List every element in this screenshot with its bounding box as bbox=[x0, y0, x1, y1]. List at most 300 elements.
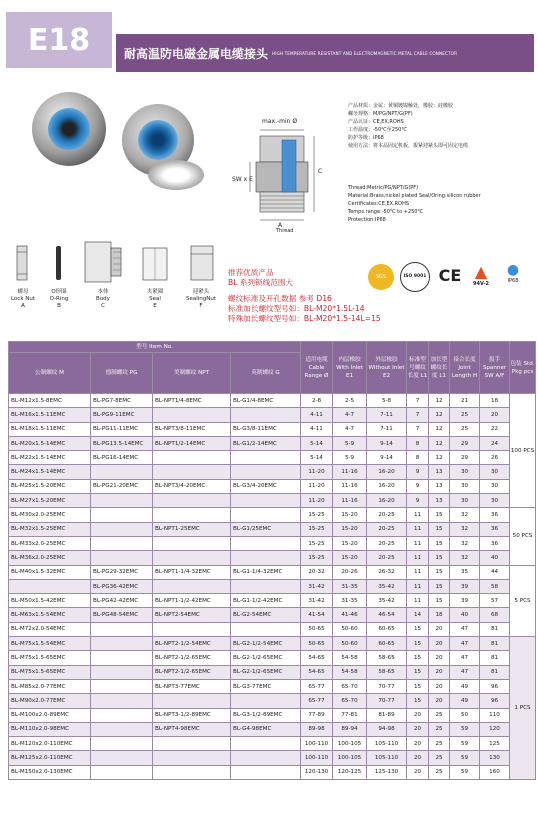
table-cell: BL-M18x1.5-11EMC bbox=[9, 422, 91, 436]
table-cell: 15-20 bbox=[333, 536, 367, 550]
table-cell bbox=[91, 637, 153, 651]
table-cell: 20 bbox=[429, 637, 450, 651]
table-cell: 25 bbox=[450, 422, 480, 436]
table-cell: BL-M75x1.5-54EMC bbox=[9, 637, 91, 651]
table-cell: 20 bbox=[429, 694, 450, 708]
table-cell: 105-110 bbox=[367, 751, 407, 765]
table-cell: 25 bbox=[429, 751, 450, 765]
table-cell: 44 bbox=[480, 565, 510, 579]
spec-usage: 使用方法：将本品固定机板，拨紧迎紧头即可固定电缆 bbox=[348, 143, 469, 149]
lock-nut-icon bbox=[5, 238, 41, 286]
table-cell: 20 bbox=[429, 651, 450, 665]
table-cell bbox=[153, 765, 231, 779]
table-cell: 96 bbox=[480, 679, 510, 693]
parts-diagram bbox=[5, 238, 230, 318]
table-cell bbox=[231, 622, 301, 636]
spec-material: 产品材质：金属：黄铜镀镍触处，橡胶：硅橡胶 bbox=[348, 103, 454, 109]
table-cell: BL-M50x1.5-42EMC bbox=[9, 594, 91, 608]
body-icon bbox=[77, 238, 129, 286]
title-bar bbox=[116, 34, 534, 72]
table-cell: 9-14 bbox=[367, 451, 407, 465]
table-cell bbox=[91, 651, 153, 665]
table-cell bbox=[231, 765, 301, 779]
table-cell: BL-NPT2-54EMC bbox=[153, 608, 231, 622]
table-cell: 81 bbox=[480, 665, 510, 679]
table-cell: 31-35 bbox=[333, 579, 367, 593]
table-cell: 41-46 bbox=[333, 608, 367, 622]
table-cell: 20-25 bbox=[367, 522, 407, 536]
col-without: 外层橡胶 Without Inlet E2 bbox=[367, 342, 407, 394]
table-row bbox=[9, 551, 536, 565]
table-cell: 57 bbox=[480, 594, 510, 608]
table-cell: 100-110 bbox=[301, 737, 333, 751]
table-cell: 47 bbox=[450, 665, 480, 679]
table-cell bbox=[231, 465, 301, 479]
table-cell: 21 bbox=[450, 394, 480, 408]
table-cell: 20 bbox=[480, 408, 510, 422]
table-cell: 11 bbox=[407, 536, 429, 550]
table-cell: 65-77 bbox=[301, 679, 333, 693]
table-cell: BL-PG36-42EMC bbox=[91, 579, 153, 593]
table-cell: 7-11 bbox=[367, 422, 407, 436]
table-cell: BL-NPT2-1/2-65EMC bbox=[153, 665, 231, 679]
table-cell: 4-11 bbox=[301, 422, 333, 436]
col-npt: 美制螺纹 NPT bbox=[153, 353, 231, 394]
table-cell: 15 bbox=[407, 679, 429, 693]
table-cell: 36 bbox=[480, 522, 510, 536]
table-cell: 5-8 bbox=[367, 394, 407, 408]
table-cell: 59 bbox=[450, 722, 480, 736]
table-cell: 9 bbox=[407, 479, 429, 493]
col-l1: 标准型号螺纹长度 L1 bbox=[407, 342, 429, 394]
table-cell: BL-M110x2.0-98EMC bbox=[9, 722, 91, 736]
table-row bbox=[9, 708, 536, 722]
table-cell: 15 bbox=[407, 665, 429, 679]
table-cell: 59 bbox=[450, 765, 480, 779]
table-cell: 100-110 bbox=[301, 751, 333, 765]
table-cell bbox=[231, 508, 301, 522]
table-row bbox=[9, 422, 536, 436]
table-cell bbox=[231, 694, 301, 708]
table-row bbox=[9, 508, 536, 522]
table-cell: 32 bbox=[450, 536, 480, 550]
table-cell: 35-42 bbox=[367, 594, 407, 608]
table-cell: 54-65 bbox=[301, 665, 333, 679]
seal-icon bbox=[133, 238, 177, 286]
promo-line-5: 特殊加长螺纹型号如：BL-M20*1.5-14L=15 bbox=[228, 314, 381, 323]
table-cell: 11 bbox=[407, 579, 429, 593]
part-seal: 夹紧圈 Seal E bbox=[133, 238, 177, 310]
table-cell bbox=[153, 536, 231, 550]
spec-protection: 防护等级：IP68 bbox=[348, 135, 384, 141]
table-cell bbox=[153, 622, 231, 636]
spec-en-thread: Thread:Metric/PG/NPT/G(PF) bbox=[348, 185, 419, 191]
table-cell: BL-M12x1.5-8EMC bbox=[9, 394, 91, 408]
table-cell: BL-M27x1.5-20EMC bbox=[9, 494, 91, 508]
table-cell: 32 bbox=[450, 551, 480, 565]
table-cell: BL-G3-1/2-89EMC bbox=[231, 708, 301, 722]
table-cell: 60-65 bbox=[367, 637, 407, 651]
table-cell: 26 bbox=[480, 451, 510, 465]
table-cell bbox=[91, 665, 153, 679]
table-cell: 9-14 bbox=[367, 436, 407, 450]
table-cell bbox=[91, 694, 153, 708]
table-row bbox=[9, 522, 536, 536]
table-cell: 50-60 bbox=[333, 622, 367, 636]
table-cell: 20 bbox=[429, 622, 450, 636]
part-sealing-nut: 迎紧头 SealingNut F bbox=[177, 238, 225, 310]
table-cell: 2-5 bbox=[333, 394, 367, 408]
drawing-label-swxe: SW x E bbox=[232, 176, 253, 183]
table-cell: 5-14 bbox=[301, 436, 333, 450]
table-cell: BL-NPT3-77EMC bbox=[153, 679, 231, 693]
table-cell: BL-M30x2.0-25EMC bbox=[9, 508, 91, 522]
table-cell: 15 bbox=[429, 522, 450, 536]
table-row bbox=[9, 751, 536, 765]
table-cell: 50-65 bbox=[301, 622, 333, 636]
table-cell bbox=[153, 408, 231, 422]
table-cell: BL-PG42-42EMC bbox=[91, 594, 153, 608]
table-cell: BL-M100x2.0-89EMC bbox=[9, 708, 91, 722]
promo-notes bbox=[228, 268, 381, 324]
col-m: 公制螺纹 M bbox=[9, 353, 91, 394]
table-cell: 16-20 bbox=[367, 494, 407, 508]
table-cell: 11-20 bbox=[301, 465, 333, 479]
table-cell: 40 bbox=[450, 608, 480, 622]
table-cell: BL-G1-1/4-32EMC bbox=[231, 565, 301, 579]
table-cell: 31-35 bbox=[333, 594, 367, 608]
table-cell: BL-G2-1/2-65EMC bbox=[231, 651, 301, 665]
table-cell: 54-65 bbox=[301, 651, 333, 665]
title-cn: 耐高温防电磁金属电缆接头 bbox=[124, 46, 269, 61]
table-cell bbox=[153, 494, 231, 508]
table-row bbox=[9, 408, 536, 422]
table-cell: 20 bbox=[407, 722, 429, 736]
table-cell: 9 bbox=[407, 465, 429, 479]
table-cell: 13 bbox=[429, 494, 450, 508]
table-cell: 81-89 bbox=[367, 708, 407, 722]
flame-label: 94V-2 bbox=[472, 281, 490, 287]
table-cell: 8 bbox=[407, 436, 429, 450]
promo-line-3: 螺纹标准及开孔数据 参考 D16 bbox=[228, 294, 332, 303]
table-cell: 5-9 bbox=[333, 451, 367, 465]
table-cell: 9 bbox=[407, 494, 429, 508]
table-cell: 15-20 bbox=[333, 508, 367, 522]
promo-line-4: 标准加长螺纹型号如：BL-M20*1.5L-14 bbox=[228, 304, 365, 313]
table-cell: 24 bbox=[480, 436, 510, 450]
table-cell: 26-32 bbox=[367, 565, 407, 579]
spec-en-temp: Temps.range:-50℃ to +250℃ bbox=[348, 209, 424, 215]
table-cell: BL-G2-1/2-54EMC bbox=[231, 637, 301, 651]
spec-thread: 螺牙规格：M/PG/NPT/G(PF) bbox=[348, 111, 413, 117]
table-cell: 70-77 bbox=[367, 679, 407, 693]
table-cell: 4-7 bbox=[333, 408, 367, 422]
table-cell: 12 bbox=[429, 394, 450, 408]
table-cell: 15-25 bbox=[301, 551, 333, 565]
table-cell: 77-81 bbox=[333, 708, 367, 722]
table-row bbox=[9, 594, 536, 608]
table-cell: 36 bbox=[480, 508, 510, 522]
table-cell: 12 bbox=[429, 436, 450, 450]
table-cell: BL-M32x1.5-25EMC bbox=[9, 522, 91, 536]
iso-icon: ISO 9001 bbox=[400, 262, 430, 292]
table-cell: BL-NPT1-1/4-32EMC bbox=[153, 565, 231, 579]
table-row bbox=[9, 622, 536, 636]
table-cell: 20-25 bbox=[367, 551, 407, 565]
col-sw: 扳手 Spanner SW A/F bbox=[480, 342, 510, 394]
table-cell: 65-70 bbox=[333, 694, 367, 708]
table-cell: 20-25 bbox=[367, 508, 407, 522]
table-cell: 13 bbox=[429, 479, 450, 493]
col-l: 加长型螺纹长度 L1 bbox=[429, 342, 450, 394]
table-cell: 100-105 bbox=[333, 737, 367, 751]
col-pkg: 包装 Std. Pkg pcs bbox=[510, 342, 536, 394]
table-cell bbox=[91, 622, 153, 636]
table-row bbox=[9, 765, 536, 779]
table-cell: BL-PG7-8EMC bbox=[91, 394, 153, 408]
table-cell: BL-NPT4-98EMC bbox=[153, 722, 231, 736]
table-cell: BL-M63x1.5-54EMC bbox=[9, 608, 91, 622]
table-cell: 30 bbox=[480, 465, 510, 479]
table-cell: 14 bbox=[407, 608, 429, 622]
table-cell bbox=[91, 508, 153, 522]
table-cell: BL-G1/4-8EMC bbox=[231, 394, 301, 408]
page-header bbox=[6, 12, 534, 68]
specs-cn bbox=[348, 102, 468, 150]
table-cell: 47 bbox=[450, 622, 480, 636]
table-cell: BL-M150x2.0-130EMC bbox=[9, 765, 91, 779]
table-cell: 11 bbox=[407, 565, 429, 579]
flame-icon: ▲ 94V-2 bbox=[468, 262, 494, 287]
table-cell: 65-70 bbox=[333, 679, 367, 693]
table-cell: 35 bbox=[450, 565, 480, 579]
part-body: 本体 Body C bbox=[77, 238, 129, 310]
table-cell: BL-M90x2.0-77EMC bbox=[9, 694, 91, 708]
table-cell: BL-NPT1/2-14EMC bbox=[153, 436, 231, 450]
table-cell: 5-14 bbox=[301, 451, 333, 465]
table-cell: 20 bbox=[407, 751, 429, 765]
table-cell: 32 bbox=[450, 508, 480, 522]
table-cell: 125-130 bbox=[367, 765, 407, 779]
promo-line-2: BL 系列锁线范围大 bbox=[228, 278, 294, 287]
table-cell: 58-65 bbox=[367, 651, 407, 665]
table-cell: 15 bbox=[407, 622, 429, 636]
table-cell: 15-20 bbox=[333, 522, 367, 536]
table-cell: 11 bbox=[407, 508, 429, 522]
table-cell: 12 bbox=[429, 408, 450, 422]
drawing-label-thread: Thread bbox=[276, 228, 294, 234]
table-cell: 40 bbox=[480, 551, 510, 565]
table-cell: 20 bbox=[429, 679, 450, 693]
table-cell: BL-NPT2-1/2-54EMC bbox=[153, 637, 231, 651]
product-photo bbox=[32, 92, 106, 166]
table-cell: BL-PG21-20EMC bbox=[91, 479, 153, 493]
table-cell: 50-60 bbox=[333, 637, 367, 651]
table-cell: 160 bbox=[480, 765, 510, 779]
table-cell: 11 bbox=[407, 522, 429, 536]
col-pg: 德制螺纹 PG bbox=[91, 353, 153, 394]
table-cell: 20-25 bbox=[367, 536, 407, 550]
table-cell: 47 bbox=[450, 637, 480, 651]
table-cell: 58 bbox=[480, 579, 510, 593]
o-ring-icon bbox=[41, 238, 77, 286]
table-cell: BL-G1/25EMC bbox=[231, 522, 301, 536]
table-cell: 15 bbox=[407, 694, 429, 708]
ip68-label: IP68 bbox=[507, 278, 519, 284]
table-cell: 50-65 bbox=[301, 637, 333, 651]
table-row bbox=[9, 694, 536, 708]
table-cell: 15 bbox=[429, 565, 450, 579]
col-g: 英制螺纹 G bbox=[231, 353, 301, 394]
table-cell bbox=[91, 751, 153, 765]
table-cell: 25 bbox=[429, 737, 450, 751]
table-cell: 7 bbox=[407, 422, 429, 436]
table-cell: 100-105 bbox=[333, 751, 367, 765]
table-cell bbox=[153, 737, 231, 751]
table-cell: 49 bbox=[450, 679, 480, 693]
product-code: E18 bbox=[6, 12, 112, 68]
table-cell: BL-G2-1/2-65EMC bbox=[231, 665, 301, 679]
sealing-nut-icon bbox=[177, 238, 225, 286]
promo-line-1: 推荐优质产品 bbox=[228, 268, 274, 277]
table-cell bbox=[91, 522, 153, 536]
table-cell: 15-20 bbox=[333, 551, 367, 565]
table-cell: 81 bbox=[480, 637, 510, 651]
table-body bbox=[9, 394, 536, 780]
table-row bbox=[9, 651, 536, 665]
table-cell: 30 bbox=[450, 479, 480, 493]
table-row bbox=[9, 451, 536, 465]
table-cell: BL-M120x2.0-110EMC bbox=[9, 737, 91, 751]
table-cell: 50 bbox=[450, 708, 480, 722]
table-cell: 20-26 bbox=[333, 565, 367, 579]
table-cell: 25 bbox=[429, 708, 450, 722]
pkg-cell: 50 PCS bbox=[510, 508, 536, 565]
table-cell: BL-PG16-14EMC bbox=[91, 451, 153, 465]
pkg-cell: 1 PCS bbox=[510, 637, 536, 780]
table-row bbox=[9, 637, 536, 651]
table-cell bbox=[153, 694, 231, 708]
table-cell: BL-G1-1/2-42EMC bbox=[231, 594, 301, 608]
table-cell: 4-11 bbox=[301, 408, 333, 422]
table-cell bbox=[91, 494, 153, 508]
table-cell: 15 bbox=[407, 651, 429, 665]
table-cell: 16-20 bbox=[367, 465, 407, 479]
table-cell: 15 bbox=[429, 536, 450, 550]
table-cell bbox=[231, 536, 301, 550]
table-cell: 11-20 bbox=[301, 494, 333, 508]
table-cell: BL-M75x1.5-65EMC bbox=[9, 651, 91, 665]
ip68-icon: ● IP68 bbox=[500, 262, 526, 284]
table-row bbox=[9, 394, 536, 408]
table-cell bbox=[231, 494, 301, 508]
table-cell: 31-42 bbox=[301, 594, 333, 608]
table-cell: 31-42 bbox=[301, 579, 333, 593]
table-cell: BL-M22x1.5-14EMC bbox=[9, 451, 91, 465]
table-cell: 130 bbox=[480, 751, 510, 765]
spec-cert: 产品认证：CE,EX,ROHS bbox=[348, 119, 404, 125]
table-cell: 77-89 bbox=[301, 708, 333, 722]
table-cell: 105-110 bbox=[367, 737, 407, 751]
table-cell: 58-65 bbox=[367, 665, 407, 679]
table-row bbox=[9, 436, 536, 450]
table-row bbox=[9, 536, 536, 550]
table-cell bbox=[231, 551, 301, 565]
spec-en-material: Material:Brass,nickel plated Seal/Oring:silicon rubber bbox=[348, 193, 481, 199]
table-cell: 11 bbox=[407, 594, 429, 608]
table-cell: 32 bbox=[450, 522, 480, 536]
table-cell: BL-PG29-32EMC bbox=[91, 565, 153, 579]
table-cell: 25 bbox=[429, 722, 450, 736]
table-cell bbox=[231, 751, 301, 765]
table-cell: 120 bbox=[480, 722, 510, 736]
table-cell bbox=[91, 765, 153, 779]
title-en: HIGH TEMPERATURE RESISTANT AND ELECTROMAGNETIC METAL CABLE CONNECTOR bbox=[272, 50, 458, 56]
table-cell bbox=[153, 551, 231, 565]
table-cell: 22 bbox=[480, 422, 510, 436]
table-cell: BL-PG9-11EMC bbox=[91, 408, 153, 422]
table-cell: 30 bbox=[450, 494, 480, 508]
table-cell: 11-16 bbox=[333, 465, 367, 479]
table-row bbox=[9, 579, 536, 593]
table-cell: 89-94 bbox=[333, 722, 367, 736]
table-cell: BL-G1/2-14EMC bbox=[231, 436, 301, 450]
col-range: 适用电缆 Cable Range Ø bbox=[301, 342, 333, 394]
table-cell: 7 bbox=[407, 394, 429, 408]
table-cell: BL-M24x1.5-14EMC bbox=[9, 465, 91, 479]
table-cell: BL-NPT2-1/2-65EMC bbox=[153, 651, 231, 665]
table-cell: 11 bbox=[407, 551, 429, 565]
table-cell bbox=[9, 579, 91, 593]
table-cell: 46-54 bbox=[367, 608, 407, 622]
table-cell: 125 bbox=[480, 737, 510, 751]
table-row bbox=[9, 722, 536, 736]
table-row bbox=[9, 479, 536, 493]
table-cell: BL-G2-54EMC bbox=[231, 608, 301, 622]
drawing-label-a: A bbox=[278, 222, 283, 229]
table-cell: 110 bbox=[480, 708, 510, 722]
spec-temp: 工作温度：-50℃至250℃ bbox=[348, 127, 407, 133]
table-cell: 13 bbox=[429, 465, 450, 479]
table-cell: BL-PG48-54EMC bbox=[91, 608, 153, 622]
table-cell: 18 bbox=[429, 608, 450, 622]
col-inlet: 内层橡胶 With Inlet E1 bbox=[333, 342, 367, 394]
table-cell: 15 bbox=[429, 551, 450, 565]
table-cell: 81 bbox=[480, 622, 510, 636]
table-cell: 30 bbox=[480, 494, 510, 508]
table-cell: 54-58 bbox=[333, 651, 367, 665]
table-cell: 120-125 bbox=[333, 765, 367, 779]
table-cell: 25 bbox=[450, 408, 480, 422]
group-header: 型号 Item No. bbox=[9, 342, 301, 353]
table-row bbox=[9, 565, 536, 579]
table-cell: 59 bbox=[450, 751, 480, 765]
table-cell: 49 bbox=[450, 694, 480, 708]
cert-logos bbox=[368, 262, 536, 302]
table-cell: BL-NPT1-25EMC bbox=[153, 522, 231, 536]
table-cell: 12 bbox=[429, 451, 450, 465]
table-cell: 20 bbox=[429, 665, 450, 679]
table-cell: 59 bbox=[450, 737, 480, 751]
table-cell bbox=[153, 465, 231, 479]
table-cell: 7-11 bbox=[367, 408, 407, 422]
table-cell: 12 bbox=[429, 422, 450, 436]
table-cell: 11-16 bbox=[333, 494, 367, 508]
table-cell bbox=[153, 579, 231, 593]
table-cell: BL-NPT3-1/2-89EMC bbox=[153, 708, 231, 722]
table-cell: 15-25 bbox=[301, 522, 333, 536]
table-cell: 39 bbox=[450, 594, 480, 608]
